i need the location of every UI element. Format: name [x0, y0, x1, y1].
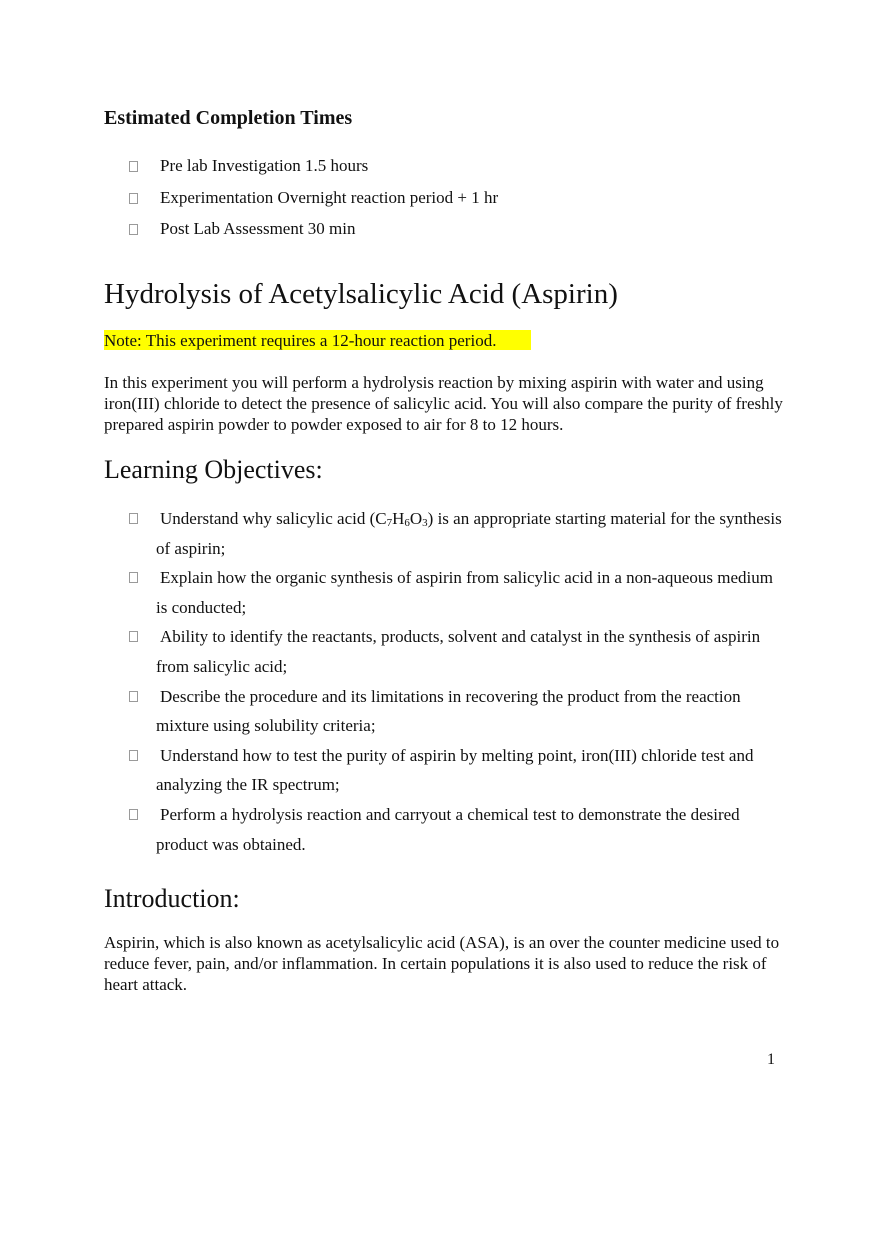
highlighted-note: Note: This experiment requires a 12-hour reaction period.: [104, 330, 531, 350]
list-item-text: Ability to identify the reactants, products, solvent and catalyst in the synthesis of aspirin from salicylic acid;: [156, 627, 761, 676]
completion-times-heading: Estimated Completion Times: [104, 107, 353, 129]
checkbox-icon: [129, 809, 138, 820]
list-item: [104, 504, 794, 563]
list-item-text: Understand why salicylic acid $(C_7H_6O_3)$ is an appropriate starting material for the synthesis of aspirin;: [156, 509, 782, 558]
list-item-text: Perform a hydrolysis reaction and carryout a chemical test to demonstrate the desired product was obtained.: [156, 804, 740, 854]
page-number: 1: [767, 1051, 775, 1068]
list-item-text: Experimentation Overnight reaction period + 1 hr: [160, 187, 499, 207]
checkbox-icon: [129, 224, 138, 235]
learning-objectives-heading: Learning Objectives:: [104, 455, 323, 484]
list-item: [104, 563, 794, 622]
list-item: [104, 185, 784, 217]
learning-objectives-list: [104, 504, 794, 859]
list-item-text: Post Lab Assessment 30 min: [160, 219, 356, 239]
list-item: [104, 741, 794, 800]
checkbox-icon: [129, 750, 138, 761]
checkbox-icon: [129, 193, 138, 204]
checkbox-icon: [129, 161, 138, 172]
introduction-heading: Introduction:: [104, 884, 240, 913]
list-item-text: Understand how to test the purity of aspirin by melting point, iron(III) chloride test and analyzing the IR spectrum;: [156, 745, 754, 795]
completion-times-list: [104, 153, 784, 248]
checkbox-icon: [129, 572, 138, 583]
list-item: [104, 153, 784, 185]
page-title: Hydrolysis of Acetylsalicylic Acid (Aspirin): [104, 278, 618, 310]
list-item: [104, 800, 794, 859]
checkbox-icon: [129, 631, 138, 642]
checkbox-icon: [129, 513, 138, 524]
list-item: [104, 622, 794, 681]
list-item-text: Explain how the organic synthesis of aspirin from salicylic acid in a non-aqueous medium is conducted;: [156, 568, 773, 617]
list-item-text: Pre lab Investigation 1.5 hours: [160, 156, 369, 175]
intro-paragraph: In this experiment you will perform a hydrolysis reaction by mixing aspirin with water and using iron(III) chloride to detect the presence of salicylic acid. You will also compare the purity of freshly prepared aspirin powder to powder exposed to air for 8 to 12 hours.: [104, 373, 783, 434]
introduction-paragraph: Aspirin, which is also known as acetylsalicylic acid (ASA), is an over the counter medicine used to reduce fever, pain, and/or inflammation. In certain populations it is also used to reduce the risk of heart attack.: [104, 933, 780, 994]
checkbox-icon: [129, 691, 138, 702]
list-item-text: Describe the procedure and its limitations in recovering the product from the reaction mixture using solubility criteria;: [156, 686, 741, 736]
list-item: [104, 682, 794, 741]
list-item: [104, 216, 784, 248]
